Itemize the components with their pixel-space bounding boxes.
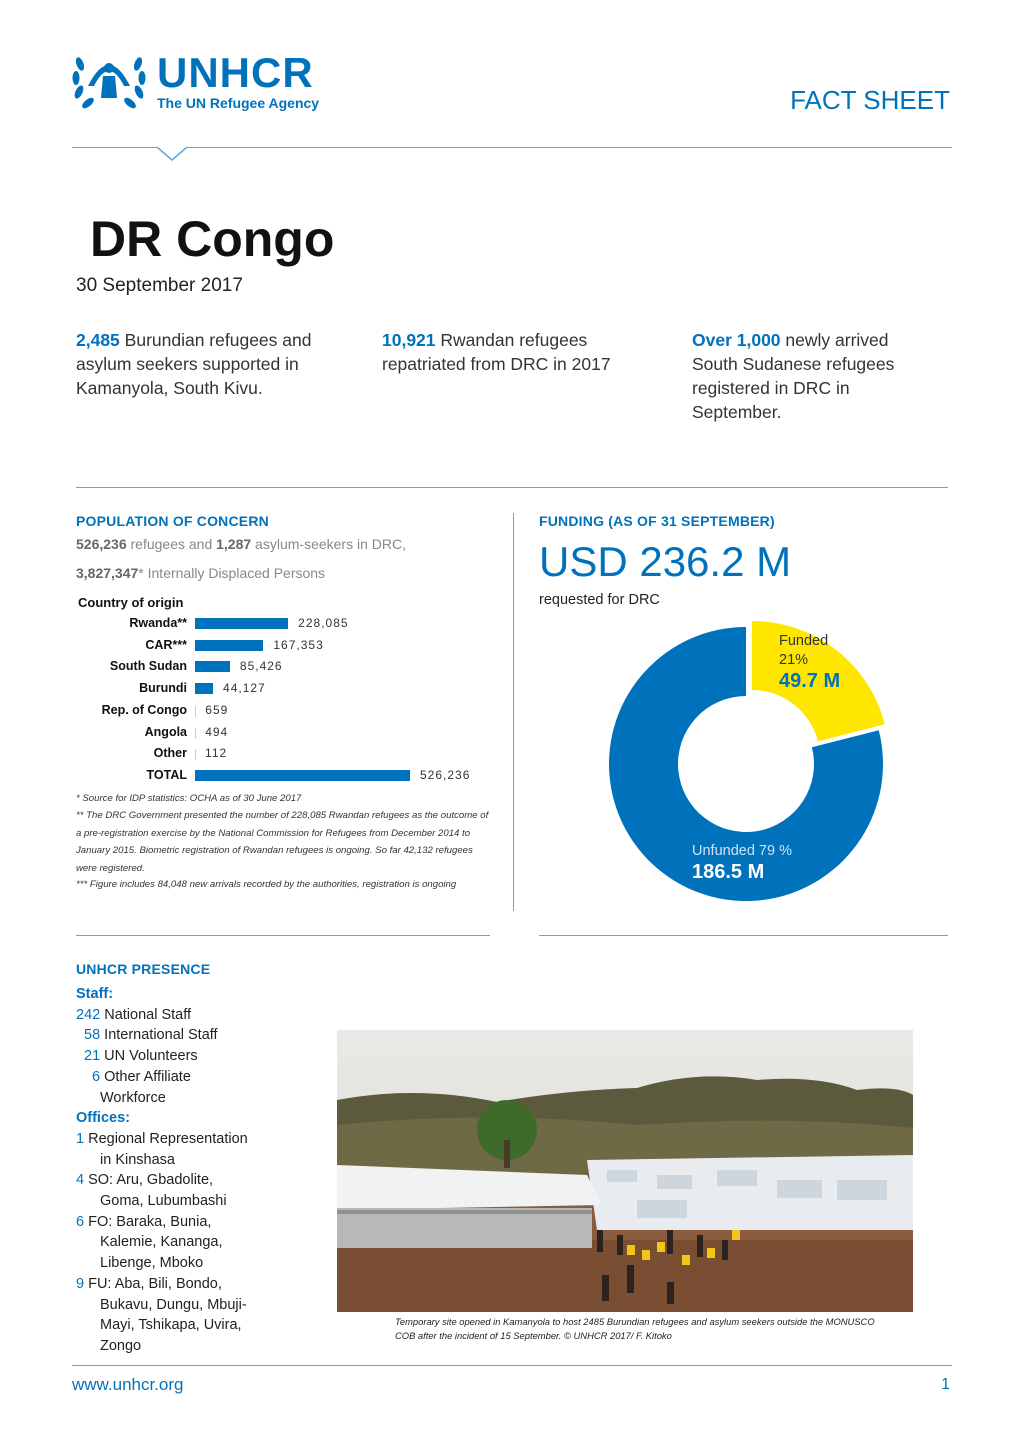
population-title: POPULATION OF CONCERN bbox=[76, 513, 269, 529]
office-item bbox=[76, 1129, 326, 1150]
country-of-origin-header: Country of origin bbox=[78, 595, 184, 610]
office-text: FO: Baraka, Bunia, bbox=[84, 1213, 212, 1230]
page-number: 1 bbox=[941, 1376, 950, 1393]
funded-percent: 21% bbox=[779, 652, 809, 668]
bar-category-label: South Sudan bbox=[109, 659, 187, 674]
section-divider bbox=[76, 487, 948, 488]
bar-value-label: 85,426 bbox=[239, 659, 283, 674]
highlight-1 bbox=[76, 328, 346, 400]
staff-item bbox=[76, 1067, 326, 1088]
population-text: asylum-seekers in DRC, bbox=[251, 536, 406, 552]
staff-count: 6 bbox=[92, 1068, 101, 1085]
office-count: 6 bbox=[76, 1213, 85, 1230]
bar-category-label: Burundi bbox=[139, 681, 187, 696]
office-item bbox=[76, 1170, 326, 1191]
office-item-cont: in Kinshasa bbox=[100, 1151, 175, 1168]
staff-count: 58 bbox=[84, 1027, 101, 1044]
report-date: 30 September 2017 bbox=[76, 275, 243, 296]
office-count: 1 bbox=[76, 1130, 85, 1147]
funding-title: FUNDING (AS OF 31 SEPTEMBER) bbox=[539, 513, 775, 529]
population-text: refugees and bbox=[126, 536, 217, 552]
highlight-number: Over 1,000 bbox=[692, 330, 781, 350]
staff-count: 242 bbox=[76, 1006, 101, 1023]
bar bbox=[195, 683, 213, 694]
staff-label: UN Volunteers bbox=[100, 1048, 198, 1065]
offices-heading: Offices: bbox=[76, 1110, 130, 1127]
staff-item-cont: Workforce bbox=[100, 1089, 166, 1106]
staff-heading: Staff: bbox=[76, 986, 114, 1002]
asylum-count: 1,287 bbox=[216, 536, 252, 552]
bar-category-label: TOTAL bbox=[146, 767, 187, 782]
presence-title: UNHCR PRESENCE bbox=[76, 961, 211, 977]
staff-label: International Staff bbox=[100, 1027, 218, 1044]
page-title: DR Congo bbox=[90, 211, 335, 267]
highlight-number: 10,921 bbox=[382, 330, 436, 350]
office-item-cont: Bukavu, Dungu, Mbuji- bbox=[100, 1296, 247, 1313]
vertical-divider bbox=[513, 513, 514, 911]
section-divider bbox=[539, 935, 948, 936]
office-count: 4 bbox=[76, 1172, 85, 1189]
bar bbox=[195, 640, 263, 651]
bar bbox=[195, 661, 230, 672]
bar-value-label: 228,085 bbox=[298, 616, 349, 630]
bar bbox=[195, 706, 196, 717]
header-divider bbox=[72, 147, 952, 148]
footer-website-link[interactable]: www.unhcr.org bbox=[72, 1375, 184, 1394]
bar-value-label: 112 bbox=[205, 746, 228, 761]
logo-wordmark: UNHCR bbox=[157, 49, 314, 96]
office-text: SO: Aru, Gbadolite, bbox=[84, 1172, 214, 1189]
bar-value-label: 659 bbox=[205, 702, 229, 717]
staff-count: 21 bbox=[84, 1048, 101, 1065]
funded-amount: 49.7 M bbox=[779, 670, 841, 692]
unhcr-emblem-icon bbox=[70, 46, 148, 112]
doc-type-label: FACT SHEET bbox=[790, 85, 950, 115]
bar-value-label: 44,127 bbox=[223, 681, 266, 696]
logo-subtitle: The UN Refugee Agency bbox=[157, 95, 320, 111]
office-item-cont: Goma, Lubumbashi bbox=[100, 1193, 227, 1210]
office-item bbox=[76, 1274, 326, 1295]
footnote-1: * Source for IDP statistics: OCHA as of 30 June 2017 bbox=[76, 793, 302, 804]
funded-label: Funded bbox=[779, 633, 829, 649]
population-line-2 bbox=[76, 565, 325, 581]
staff-label: National Staff bbox=[100, 1006, 192, 1023]
highlight-2 bbox=[382, 328, 652, 376]
bar bbox=[195, 728, 196, 739]
office-item-cont: Libenge, Mboko bbox=[100, 1255, 204, 1272]
highlight-text: Burundian refugees and asylum seekers supported in Kamanyola, South Kivu. bbox=[76, 330, 312, 398]
highlight-3 bbox=[692, 328, 932, 424]
bar-category-label: CAR*** bbox=[145, 637, 187, 652]
section-divider bbox=[76, 935, 490, 936]
office-count: 9 bbox=[76, 1275, 85, 1292]
bar-category-label: Rwanda** bbox=[129, 616, 187, 630]
unfunded-amount: 186.5 M bbox=[692, 861, 765, 883]
refugee-count: 526,236 bbox=[76, 536, 127, 552]
office-text: Regional Representation bbox=[84, 1130, 248, 1147]
bar bbox=[195, 770, 410, 781]
office-item-cont: Kalemie, Kananga, bbox=[100, 1234, 223, 1251]
unfunded-label: Unfunded 79 % bbox=[692, 843, 792, 859]
bar bbox=[195, 618, 288, 629]
highlight-text: Rwandan refugees repatriated from DRC in 2017 bbox=[382, 330, 611, 374]
bar-value-label: 526,236 bbox=[420, 767, 471, 782]
bar-category-label: Angola bbox=[144, 724, 187, 739]
refugee-camp-photo bbox=[337, 1030, 913, 1312]
highlight-number: 2,485 bbox=[76, 330, 120, 350]
bar-value-label: 494 bbox=[205, 724, 229, 739]
office-item-cont: Zongo bbox=[100, 1337, 142, 1354]
presence-list bbox=[76, 984, 326, 1357]
bar-category-label: Other bbox=[153, 746, 187, 761]
population-line-1 bbox=[76, 536, 406, 552]
funding-subtitle: requested for DRC bbox=[539, 592, 660, 608]
chevron-down-icon bbox=[156, 146, 188, 162]
highlight-text: newly arrived South Sudanese refugees registered in DRC in September. bbox=[692, 330, 895, 422]
footnote-2: ** The DRC Government presented the number of 228,085 Rwandan refugees as the outcome of a pre-registration exercise by the National Commission for Refugees from December 2014 to January 2015. Biometric registration of Rwandan refugees is ongoing. So far 42,132 refugees were registered. bbox=[76, 810, 489, 874]
bar-value-label: 167,353 bbox=[273, 637, 324, 652]
idp-count: 3,827,347 bbox=[76, 565, 139, 581]
bar-category-label: Rep. of Congo bbox=[101, 702, 187, 717]
office-item-cont: Mayi, Tshikapa, Uvira, bbox=[100, 1317, 242, 1334]
staff-item bbox=[76, 1005, 326, 1026]
staff-item bbox=[76, 1025, 326, 1046]
footer-divider bbox=[72, 1365, 952, 1366]
photo-caption: Temporary site opened in Kamanyola to host 2485 Burundian refugees and asylum seekers outside the MONUSCO COB after the incident of 15 September. © UNHCR 2017/ F. Kitoko bbox=[395, 1316, 875, 1341]
office-item bbox=[76, 1212, 326, 1233]
footnote-3: *** Figure includes 84,048 new arrivals recorded by the authorities, registration is ongoing bbox=[76, 879, 457, 890]
bar bbox=[195, 749, 196, 760]
office-text: FU: Aba, Bili, Bondo, bbox=[84, 1275, 222, 1292]
population-text: * Internally Displaced Persons bbox=[138, 565, 326, 581]
funding-amount: USD 236.2 M bbox=[539, 538, 792, 585]
staff-label: Other Affiliate bbox=[100, 1068, 191, 1085]
staff-item bbox=[76, 1046, 326, 1067]
